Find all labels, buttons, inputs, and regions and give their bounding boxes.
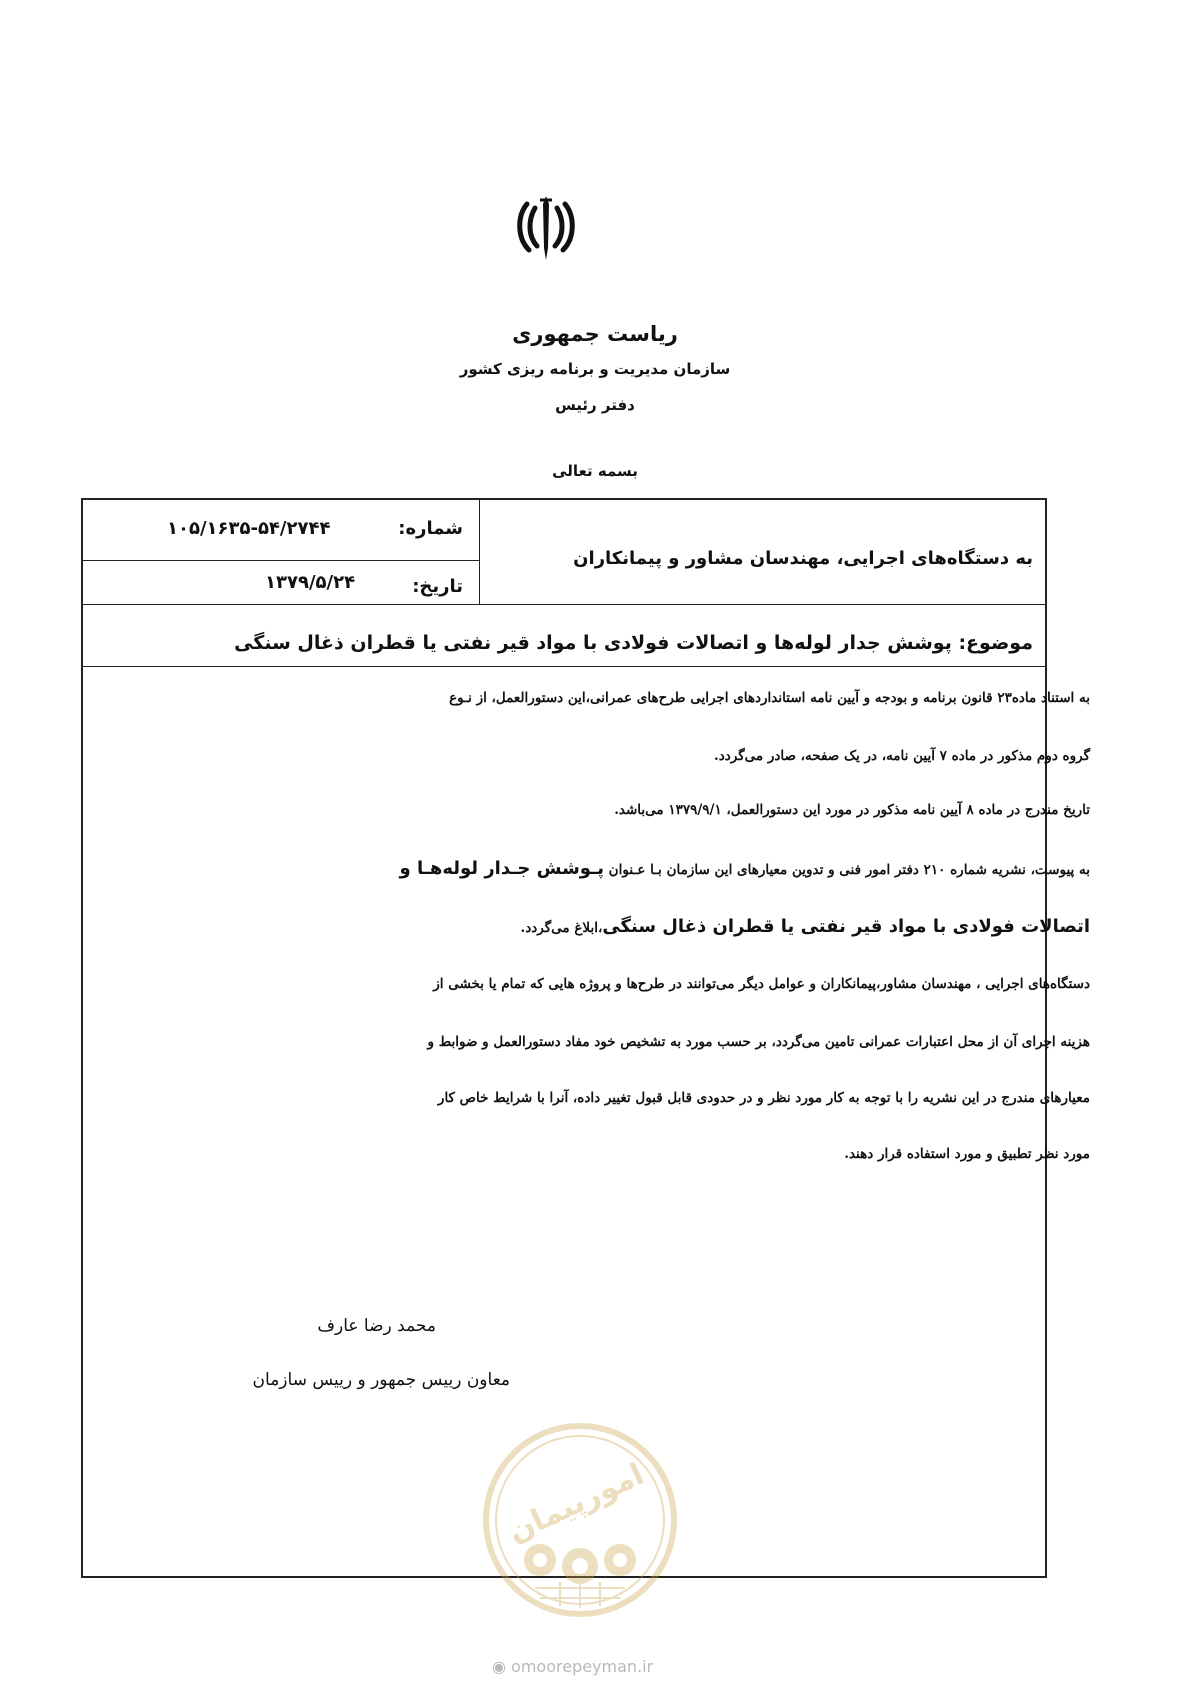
body-line: دستگاه‌های اجرایی ، مهندسان مشاور،پیمانکاران و عوامل دیگر می‌توانند در طرح‌ها و پروژه هایی که تمام یا بخشی از: [433, 976, 1090, 992]
publication-title: پـوشش جـدار لوله‌هـا و: [399, 858, 604, 879]
stamp-text: امورپیمان: [502, 1456, 650, 1550]
recipient: به دستگاه‌های اجرایی، مهندسان مشاور و پیمانکاران: [573, 548, 1033, 569]
divider: [83, 604, 1045, 605]
header-title: ریاست جمهوری: [512, 322, 678, 346]
body-line: گروه دوم مذکور در ماده ۷ آیین نامه، در یک صفحه، صادر می‌گردد.: [714, 748, 1090, 764]
watermark: ◉ omoorepeyman.ir: [492, 1657, 654, 1676]
body-line: معیارهای مندرج در این نشریه را با توجه به کار مورد نظر و در حدودی قابل قبول تغییر داده، آنرا با شرایط خاص کار: [437, 1090, 1090, 1106]
subject: موضوع: پوشش جدار لوله‌ها و اتصالات فولادی با مواد قیر نفتی یا قطران ذغال سنگی: [234, 632, 1033, 654]
body-line: به استناد ماده۲۳ قانون برنامه و بودجه و آیین نامه استانداردهای اجرایی طرح‌های عمرانی،این دستورالعمل، از نـوع: [449, 690, 1090, 706]
number-label: شماره:: [398, 518, 463, 539]
letter-body: [96, 690, 1090, 1210]
body-line: تاریخ مندرج در ماده ۸ آیین نامه مذکور در مورد این دستورالعمل، ۱۳۷۹/۹/۱ می‌باشد.: [614, 802, 1090, 818]
iran-emblem-icon: [515, 190, 577, 264]
signatory-position: معاون رییس جمهور و رییس سازمان: [252, 1370, 510, 1390]
divider: [83, 560, 479, 561]
date-label: تاریخ:: [412, 576, 463, 597]
body-line: [521, 916, 1090, 937]
company-stamp-icon: [480, 1420, 680, 1620]
header-org: سازمان مدیریت و برنامه ریزی کشور: [459, 360, 731, 378]
header-invocation: بسمه تعالی: [552, 462, 638, 480]
body-line: [399, 858, 1090, 879]
date-value: ۱۳۷۹/۵/۲۴: [265, 572, 356, 593]
body-line: مورد نظر تطبیق و مورد استفاده قرار دهند.: [844, 1146, 1090, 1162]
body-text: ،ابلاغ می‌گردد.: [520, 920, 603, 936]
header-office: دفتر رئیس: [555, 396, 635, 414]
watermark-text: omoorepeyman.ir: [511, 1657, 654, 1676]
divider: [479, 500, 480, 604]
number-value: ۱۰۵/۱۶۳۵-۵۴/۲۷۴۴: [167, 518, 331, 539]
publication-title: اتصالات فولادی با مواد قیر نفتی یا قطران ذغال سنگی: [602, 916, 1090, 937]
divider: [83, 666, 1045, 667]
body-line: هزینه اجرای آن از محل اعتبارات عمرانی تامین می‌گردد، بر حسب مورد به تشخیص خود مفاد دستورالعمل و ضوابط و: [427, 1034, 1090, 1050]
signatory-name: محمد رضا عارف: [317, 1316, 436, 1336]
body-text: به پیوست، نشریه شماره ۲۱۰ دفتر امور فنی و تدوین معیارهای این سازمان بـا عـنوان: [603, 862, 1090, 878]
